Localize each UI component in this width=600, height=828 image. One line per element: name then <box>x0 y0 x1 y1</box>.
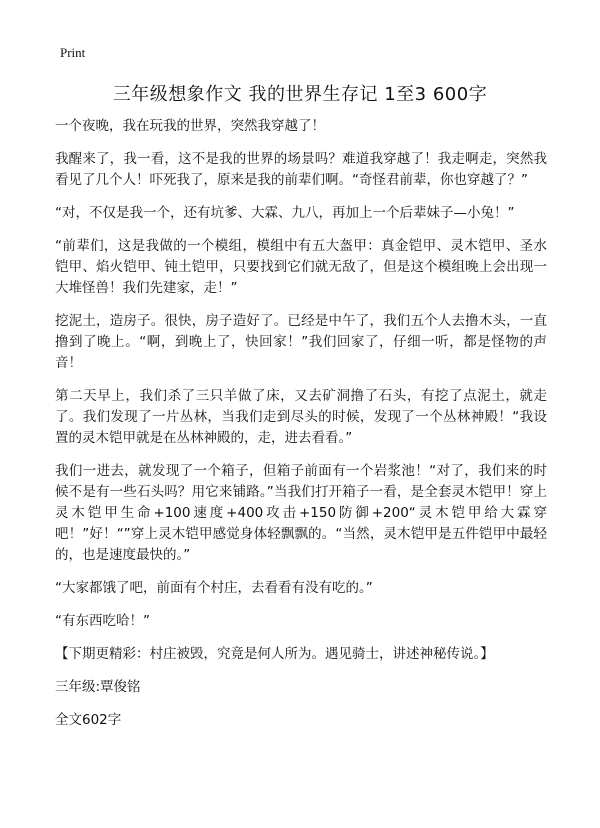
author-line: 三年级:覃俊铭 <box>55 679 141 695</box>
article-title: 三年级想象作文 我的世界生存记 1至3 600字 <box>112 84 488 105</box>
paragraph-3: “对，不仅是我一个，还有坑爹、大霖、九八，再加上一个后辈妹子—小兔！” <box>55 205 515 221</box>
paragraph-9: “有东西吃哈！” <box>55 613 150 629</box>
paragraph-7: 我们一进去，就发现了一个箱子，但箱子前面有一个岩浆池！“对了，我们来的时候不是有一些石头吗？用它来铺路。”当我们打开箱子一看，是全套灵木铠甲！穿上灵木铠甲生命+100速度+400攻击+150防御+200“灵木铠甲给大霖穿吧！”好！“”穿上灵木铠甲感觉身体轻飘飘的。“当然，灵木铠甲是五件铠甲中最轻的，也是速度最快的。” <box>55 463 547 563</box>
paragraph-6: 第二天早上，我们杀了三只羊做了床，又去矿洞撸了石头，有挖了点泥土，就走了。我们发现了一片丛林，当我们走到尽头的时候，发现了一个丛林神殿！“我设置的灵木铠甲就是在丛林神殿的，走，进去看看。” <box>55 388 547 446</box>
paragraph-8: “大家都饿了吧，前面有个村庄，去看看有没有吃的。” <box>55 580 373 596</box>
paragraph-1: 一个夜晚，我在玩我的世界，突然我穿越了！ <box>55 118 325 134</box>
paragraph-2: 我醒来了，我一看，这不是我的世界的场景吗？难道我穿越了！我走啊走，突然我看见了几个人！吓死我了，原来是我的前辈们啊。“奇怪君前辈，你也穿越了？” <box>55 151 547 188</box>
print-link[interactable]: Print <box>60 45 86 60</box>
word-count: 全文602字 <box>55 712 122 728</box>
next-episode-preview: 【下期更精彩：村庄被毁，究竟是何人所为。遇见骑士，讲述神秘传说。】 <box>55 646 494 662</box>
article-body <box>55 116 547 743</box>
paragraph-4: “前辈们，这是我做的一个模组，模组中有五大盔甲：真金铠甲、灵木铠甲、圣水铠甲、焰火铠甲、钝土铠甲，只要找到它们就无敌了，但是这个模组晚上会出现一大堆怪兽！我们先建家，走！” <box>55 238 547 296</box>
paragraph-5: 挖泥土，造房子。很快，房子造好了。已经是中午了，我们五个人去撸木头，一直撸到了晚上。“啊，到晚上了，快回家！”我们回家了，仔细一听，都是怪物的声音！ <box>55 313 547 371</box>
